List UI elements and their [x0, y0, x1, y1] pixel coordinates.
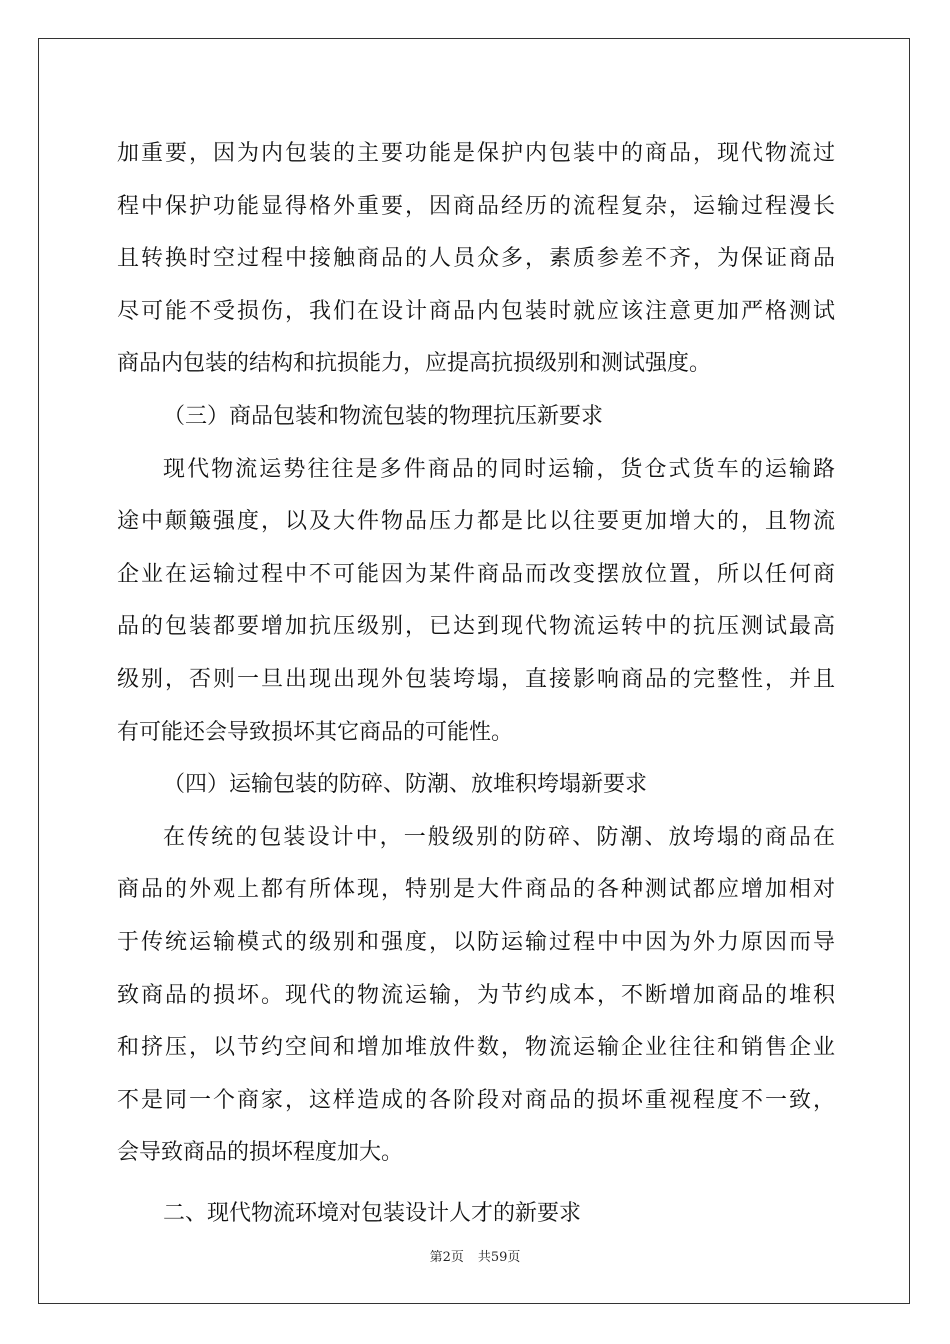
page-footer	[0, 1246, 950, 1265]
text-line: 级别，否则一旦出现出现外包装垮塌，直接影响商品的完整性，并且	[117, 666, 835, 692]
text-line: 在传统的包装设计中，一般级别的防碎、防潮、放垮塌的商品在	[163, 824, 835, 850]
text-line: 有可能还会导致损坏其它商品的可能性。	[117, 719, 514, 745]
text-line: 且转换时空过程中接触商品的人员众多，素质参差不齐，为保证商品	[117, 246, 835, 272]
text-line: 加重要，因为内包装的主要功能是保护内包装中的商品，现代物流过	[117, 141, 835, 166]
section-heading: （四）运输包装的防碎、防潮、放堆积垮塌新要求	[163, 772, 648, 798]
text-line: 于传统运输模式的级别和强度，以防运输过程中中因为外力原因而导	[117, 929, 835, 955]
text-line: 和挤压，以节约空间和增加堆放件数，物流运输企业往往和销售企业	[117, 1035, 835, 1061]
text-line: 品的包装都要增加抗压级别，已达到现代物流运转中的抗压测试最高	[117, 614, 835, 640]
page-total: 共59页	[477, 1250, 521, 1265]
document-body	[117, 128, 835, 1240]
text-line: 现代物流运势往往是多件商品的同时运输，货仓式货车的运输路	[163, 456, 835, 482]
text-line: 商品内包装的结构和抗损能力，应提高抗损级别和测试强度。	[117, 351, 712, 377]
text-line: 企业在运输过程中不可能因为某件商品而改变摆放位置，所以任何商	[117, 561, 835, 587]
section-heading: （三）商品包装和物流包装的物理抗压新要求	[163, 403, 604, 429]
text-line: 商品的外观上都有所体现，特别是大件商品的各种测试都应增加相对	[117, 877, 835, 903]
text-line: 不是同一个商家，这样造成的各阶段对商品的损坏重视程度不一致，	[117, 1087, 835, 1113]
section-heading: 二、现代物流环境对包装设计人才的新要求	[163, 1200, 582, 1226]
text-line: 尽可能不受损伤，我们在设计商品内包装时就应该注意更加严格测试	[117, 298, 835, 324]
text-line: 途中颠簸强度，以及大件物品压力都是比以往要更加增大的，且物流	[117, 509, 835, 535]
text-line: 致商品的损坏。现代的物流运输，为节约成本，不断增加商品的堆积	[117, 982, 835, 1008]
text-line: 会导致商品的损坏程度加大。	[117, 1140, 404, 1166]
page-number: 第2页	[429, 1250, 464, 1265]
text-line: 程中保护功能显得格外重要，因商品经历的流程复杂，运输过程漫长	[117, 193, 835, 219]
